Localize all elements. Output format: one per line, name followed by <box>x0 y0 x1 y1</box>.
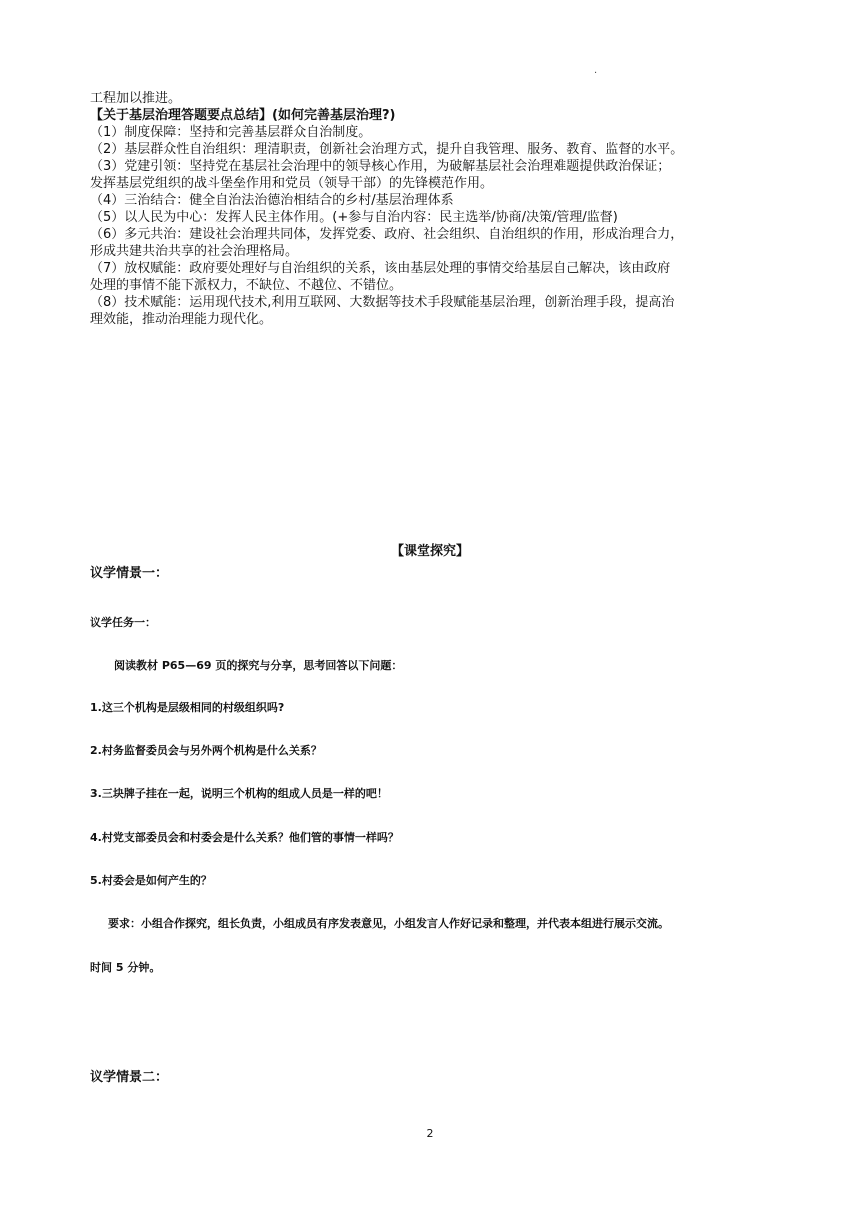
summary-item-3-line-1: （3）党建引领：坚持党在基层社会治理中的领导核心作用，为破解基层社会治理难题提供政治保证； <box>90 159 671 174</box>
summary-item-8-line-1: （8）技术赋能：运用现代技术,利用互联网、大数据等技术手段赋能基层治理，创新治理手段，提高治 <box>90 295 675 310</box>
question-4: 4.村党支部委员会和村委会是什么关系？他们管的事情一样吗？ <box>90 831 399 844</box>
summary-item-3-line-2: 发挥基层党组织的战斗堡垒作用和党员（领导干部）的先锋模范作用。 <box>90 176 494 191</box>
requirement-text: 要求：小组合作探究，组长负责，小组成员有序发表意见，小组发言人作好记录和整理，并代表本组进行展示交流。 <box>108 917 669 930</box>
question-5: 5.村委会是如何产生的？ <box>90 874 212 887</box>
reading-instruction: 阅读教材 P65—69 页的探究与分享，思考回答以下问题： <box>114 659 403 672</box>
summary-heading: 【关于基层治理答题要点总结】(如何完善基层治理?) <box>90 108 396 123</box>
task-one-heading: 议学任务一： <box>90 616 156 629</box>
time-limit-text: 时间 5 分钟。 <box>90 961 161 974</box>
question-1: 1.这三个机构是层级相同的村级组织吗? <box>90 701 285 714</box>
question-2: 2.村务监督委员会与另外两个机构是什么关系？ <box>90 744 322 757</box>
page-number: 2 <box>426 1127 434 1140</box>
summary-item-5: （5）以人民为中心：发挥人民主体作用。(+参与自治内容：民主选举/协商/决策/管理/监督) <box>90 210 618 225</box>
summary-item-6-line-1: （6）多元共治：建设社会治理共同体，发挥党委、政府、社会组织、自治组织的作用，形成治理合力， <box>90 227 684 242</box>
summary-item-4: （4）三治结合：健全自治法治德治相结合的乡村/基层治理体系 <box>90 193 454 208</box>
summary-item-2: （2）基层群众性自治组织：理清职责，创新社会治理方式，提升自我管理、服务、教育、监督的水平。 <box>90 142 684 157</box>
question-3: 3.三块牌子挂在一起，说明三个机构的组成人员是一样的吧！ <box>90 787 388 800</box>
summary-item-1: （1）制度保障：坚持和完善基层群众自治制度。 <box>90 125 372 140</box>
scene-two-heading: 议学情景二： <box>90 1070 169 1085</box>
scene-one-heading: 议学情景一： <box>90 566 169 581</box>
summary-item-7-line-1: （7）放权赋能：政府要处理好与自治组织的关系，该由基层处理的事情交给基层自己解决，该由政府 <box>90 261 671 276</box>
classroom-inquiry-title: 【课堂探究】 <box>390 544 469 559</box>
summary-section <box>90 90 780 328</box>
continuation-text: 工程加以推进。 <box>90 91 182 106</box>
summary-item-6-line-2: 形成共建共治共享的社会治理格局。 <box>90 244 299 259</box>
summary-item-7-line-2: 处理的事情不能下派权力，不缺位、不越位、不错位。 <box>90 278 403 293</box>
summary-item-8-line-2: 理效能，推动治理能力现代化。 <box>90 312 273 327</box>
header-dot: . <box>594 65 598 76</box>
